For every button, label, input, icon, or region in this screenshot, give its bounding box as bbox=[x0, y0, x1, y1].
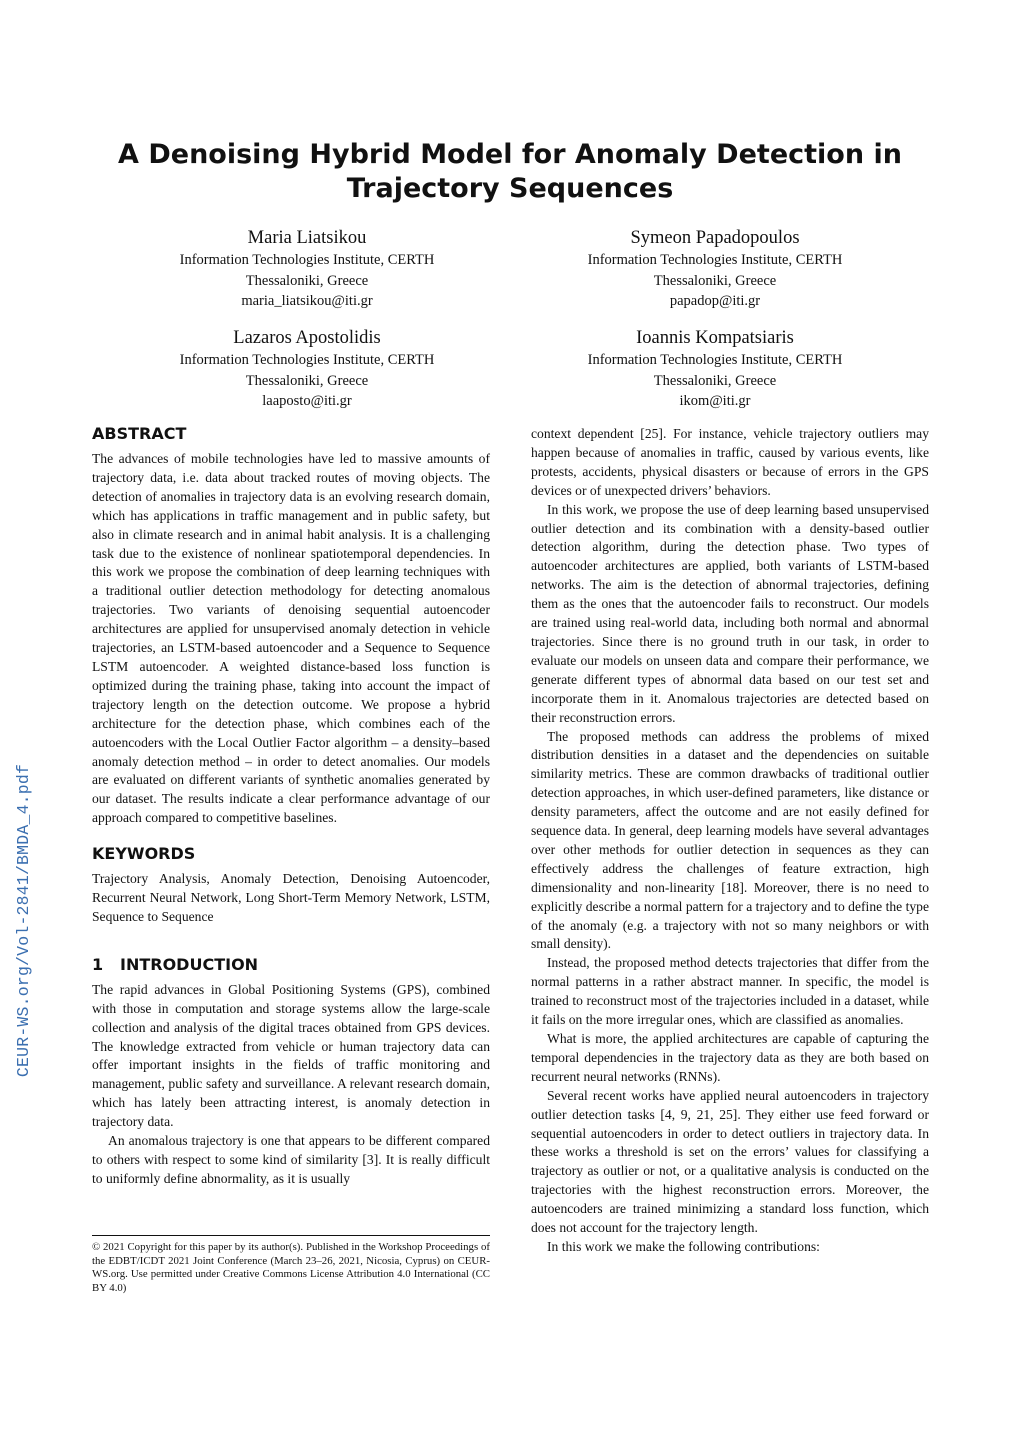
section-number: 1 bbox=[92, 954, 104, 974]
author-affiliation: Information Technologies Institute, CERTH bbox=[179, 252, 435, 268]
author-name: Symeon Papadopoulos bbox=[630, 228, 800, 248]
body-paragraph: Instead, the proposed method detects trajectories that differ from the normal patterns in a rather abstract manner. In specific, the model is trained to reconstruct most of the trajectories included in a dataset, while it fails on the more irregular ones, which are classified as anomalies. bbox=[531, 955, 929, 1028]
introduction-heading bbox=[92, 955, 490, 975]
author-location: Thessaloniki, Greece bbox=[245, 372, 369, 389]
archive-stamp-text[interactable]: CEUR-WS.org/Vol-2841/BMDA_4.pdf bbox=[14, 763, 34, 1077]
body-paragraph: In this work we make the following contributions: bbox=[547, 1238, 820, 1254]
keywords-text: Trajectory Analysis, Anomaly Detection, Denoising Autoencoder, Recurrent Neural Network, Long Short-Term Memory Network, LSTM, Sequence to Sequence bbox=[92, 871, 490, 924]
left-column bbox=[92, 424, 490, 1189]
author-location: Thessaloniki, Greece bbox=[245, 272, 369, 289]
body-paragraph: context dependent [25]. For instance, vehicle trajectory outliers may happen because of anomalies in traffic, caused by various events, like protests, accidents, physical disasters or because of errors in the GPS devices or of unexpected drivers’ behaviors. bbox=[531, 426, 929, 498]
paper-title-line-2: Trajectory Sequences bbox=[346, 173, 674, 204]
abstract-heading: ABSTRACT bbox=[92, 424, 187, 443]
author-affiliation: Information Technologies Institute, CERTH bbox=[587, 252, 843, 268]
footnote-divider bbox=[92, 1235, 490, 1236]
author-name: Lazaros Apostolidis bbox=[233, 328, 381, 348]
body-paragraph: The proposed methods can address the problems of mixed distribution densities in a dataset and the dependencies on suitable similarity metrics. These are common drawbacks of traditional outlier detection approaches, in which user-defined parameters, like distance or density parameters, affect the outcome and are not easily defined for sequence data. In general, deep learning models have several advantages over other methods for outlier detection in sequences as they can effectively address the challenges of feature extraction, high dimensionality and non-linearity [18]. Moreover, there is no need to explicitly describe a normal pattern for a trajectory and to define the type of the anomaly (e.g. a trajectory with not so many neighbors or with small density). bbox=[531, 728, 929, 952]
author-location: Thessaloniki, Greece bbox=[653, 372, 777, 389]
author-email[interactable]: ikom@iti.gr bbox=[679, 393, 751, 409]
keywords-heading: KEYWORDS bbox=[92, 844, 196, 864]
author-email[interactable]: papadop@iti.gr bbox=[669, 293, 761, 309]
body-paragraph: What is more, the applied architectures are capable of capturing the temporal dependencies in the trajectory data as they are both based on recurrent neural networks (RNNs). bbox=[531, 1031, 929, 1084]
abstract-text: The advances of mobile technologies have led to massive amounts of trajectory data, i.e. data about tracked routes of moving objects. The detection of anomalies in trajectory data is an evolving research domain, which has applications in traffic management and in public safety, but also in climate research and in animal habit analysis. It is a challenging task due to the existence of nonlinear spatiotemporal dependencies. In this work we propose the combination of deep learning techniques with a traditional outlier detection methodology for detecting anomalous trajectories. Two variants of denoising sequential autoencoder architectures are applied for unsupervised anomaly detection in vehicle trajectories, an LSTM-based autoencoder and a Sequence to Sequence LSTM autoencoder. A weighted distance-based loss function is optimized during the training phase, taking into account the impact of trajectory length on the detection outcome. We propose a hybrid architecture for the detection phase, which combines each of the autoencoders with the Local Outlier Factor algorithm – a density–based anomaly detection method – in order to detect anomalies. Our models are evaluated on different variants of synthetic anomalies generated by our dataset. The results indicate a clear performance advantage of our approach compared to competitive baselines. bbox=[92, 451, 490, 826]
intro-paragraph-2: An anomalous trajectory is one that appears to be different compared to others with respect to some kind of similarity [3]. It is really difficult to uniformly define abnormality, as it is usually bbox=[92, 1133, 490, 1186]
author-email[interactable]: maria_liatsikou@iti.gr bbox=[241, 293, 373, 309]
paper-title-line-1: A Denoising Hybrid Model for Anomaly Detection in bbox=[118, 139, 902, 170]
author-block-3 bbox=[97, 326, 517, 412]
copyright-footnote: © 2021 Copyright for this paper by its author(s). Published in the Workshop Proceedings of the EDBT/ICDT 2021 Joint Conference (March 23–26, 2021, Nicosia, Cyprus) on CEUR-WS.org. Use permitted under Creative Commons License Attribution 4.0 International (CC BY 4.0) bbox=[92, 1241, 490, 1294]
author-block-4 bbox=[505, 326, 925, 412]
author-affiliation: Information Technologies Institute, CERTH bbox=[587, 352, 843, 368]
body-paragraph: In this work, we propose the use of deep learning based unsupervised outlier detection and its combination with a density-based outlier detection algorithm, during the detection phase. Two types of autoencoder architectures are applied, both variants of LSTM-based networks. The aim is the detection of abnormal trajectories, defining them as the ones that the autoencoder fails to reconstruct. Our models are trained using real-world data, including both normal and abnormal trajectories. Since there is no ground truth in our task, in order to evaluate our models on unseen data and compare their performance, we generate different types of abnormal data based on our test set and incorporate them in it. Anomalous trajectories are detected based on their reconstruction errors. bbox=[531, 501, 929, 725]
author-location: Thessaloniki, Greece bbox=[653, 272, 777, 289]
author-email[interactable]: laaposto@iti.gr bbox=[262, 393, 352, 409]
right-column bbox=[531, 425, 929, 1257]
author-block-2 bbox=[505, 226, 925, 312]
body-paragraph: Several recent works have applied neural autoencoders in trajectory outlier detection tasks [4, 9, 21, 25]. They either use feed forward or sequential autoencoders in order to detect outliers in trajectory data. In these works a threshold is set on the errors’ values for classifying a trajectory as outlier or not, or a qualitative analysis is conducted on the trajectories with the highest reconstruction errors. Moreover, the autoencoders are trained minimizing a standard loss function, which does not account for the trajectory length. bbox=[531, 1087, 929, 1236]
author-affiliation: Information Technologies Institute, CERTH bbox=[179, 352, 435, 368]
archive-stamp[interactable] bbox=[12, 765, 36, 1075]
intro-paragraph-1: The rapid advances in Global Positioning Systems (GPS), combined with those in computation and storage systems allow the large-scale collection and analysis of the digital traces obtained from GPS devices. The knowledge extracted from vehicle or human trajectory data can offer important insights in the fields of traffic monitoring and management, public safety and surveillance. A relevant research domain, which has lately been attracting interest, is anomaly detection in trajectory data. bbox=[92, 981, 490, 1130]
paper-title bbox=[92, 138, 928, 206]
author-name: Maria Liatsikou bbox=[247, 228, 367, 248]
author-name: Ioannis Kompatsiaris bbox=[636, 328, 794, 348]
section-title: INTRODUCTION bbox=[120, 954, 259, 974]
author-block-1 bbox=[97, 226, 517, 312]
